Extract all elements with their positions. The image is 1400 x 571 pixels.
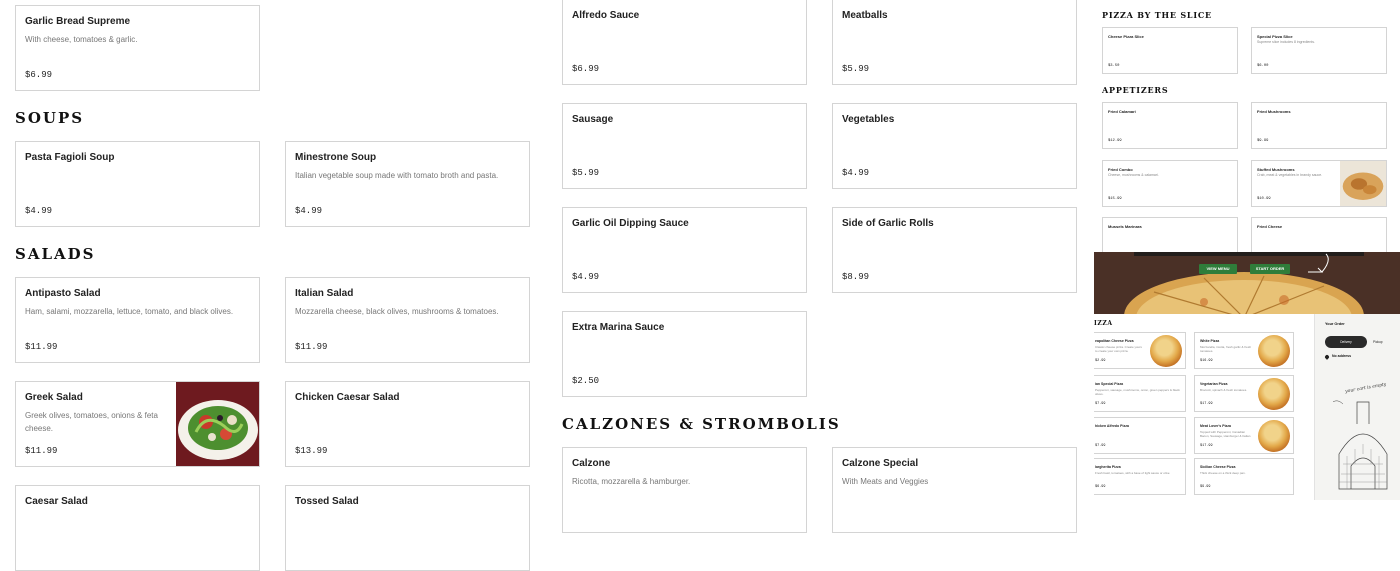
- mini-pizza-card[interactable]: [1194, 375, 1294, 412]
- item-name: Vegetables: [842, 114, 895, 125]
- item-description: Supreme slice includes 8 ingredients.: [1257, 40, 1315, 44]
- item-name: Calzone: [572, 458, 611, 469]
- item-price: $13.99: [295, 446, 328, 456]
- order-panel: [1314, 314, 1400, 500]
- item-description: Pepperoni, sausage, mushrooms, onion, green peppers & black olives.: [1095, 388, 1180, 396]
- item-name: ian Special Pizza: [1095, 382, 1124, 386]
- item-name: Side of Garlic Rolls: [842, 218, 934, 229]
- item-price: $8.99: [842, 272, 870, 282]
- item-price: $5.99: [842, 64, 870, 74]
- mini-pizza-card[interactable]: [1094, 417, 1186, 454]
- item-price: $3.50: [1108, 64, 1120, 68]
- item-description: Thick cheese on a thick deep pan.: [1200, 471, 1246, 475]
- item-description: With Meats and Veggies: [842, 477, 929, 486]
- item-price: $15.99: [1108, 197, 1122, 201]
- pizza-oven-illustration: [1333, 394, 1393, 494]
- pickup-toggle[interactable]: Pickup: [1373, 340, 1383, 344]
- item-description: Ricotta, mozzarella & hamburger.: [572, 477, 691, 486]
- item-description: Broccoli, spinach & fresh tomatoes.: [1200, 388, 1248, 392]
- menu-item-card[interactable]: [562, 207, 807, 293]
- menu-item-card[interactable]: [832, 0, 1077, 85]
- item-price: $7.99: [1095, 444, 1106, 448]
- item-price: $2.99: [1095, 359, 1106, 363]
- item-description: Crab, meat & vegetables in brandy sauce.: [1257, 173, 1323, 177]
- pizza-photo: [1258, 420, 1290, 452]
- mini-pizza-card[interactable]: [1194, 417, 1294, 454]
- item-description: Greek olives, tomatoes, onions & feta cheese.: [25, 411, 158, 433]
- mini-item-card[interactable]: [1102, 217, 1238, 252]
- item-description: Topped with Pepperoni, Canadian Bacon, Sausage, Hamburger & Italian: [1200, 430, 1251, 438]
- item-price: $4.99: [842, 168, 870, 178]
- mini-item-card[interactable]: [1102, 102, 1238, 149]
- item-name: Meatballs: [842, 10, 888, 21]
- hero-pizza-image: [1094, 252, 1400, 314]
- mini-item-card[interactable]: [1251, 160, 1387, 207]
- item-price: $4.99: [25, 206, 53, 216]
- item-name: Vegetarian Pizza: [1200, 382, 1228, 386]
- mini-pizza-card[interactable]: [1094, 375, 1186, 412]
- delivery-toggle[interactable]: Delivery: [1325, 336, 1367, 348]
- item-description: Mozzarella, ricotta, fresh garlic & fresh tomatoes.: [1200, 345, 1252, 353]
- greek-salad-photo: [176, 382, 259, 467]
- menu-preview-top: [1094, 0, 1400, 252]
- menu-item-card[interactable]: [15, 277, 260, 363]
- item-name: Cheese Pizza Slice: [1108, 34, 1144, 39]
- item-name: Fried Cheese: [1257, 224, 1283, 229]
- mini-item-card[interactable]: [1102, 27, 1238, 74]
- mini-item-card[interactable]: [1251, 27, 1387, 74]
- item-name: Special Pizza Slice: [1257, 34, 1293, 39]
- item-price: $10.99: [1257, 197, 1271, 201]
- item-name: Caesar Salad: [25, 496, 88, 507]
- item-name: Garlic Bread Supreme: [25, 16, 131, 27]
- item-name: Meat Lover's Pizza: [1200, 424, 1231, 428]
- menu-item-card[interactable]: [562, 103, 807, 189]
- item-price: $17.99: [1200, 444, 1213, 448]
- item-name: Chicken Caesar Salad: [295, 392, 400, 403]
- item-name: hicken Alfredo Pizza: [1095, 424, 1129, 428]
- hero-banner: [1094, 252, 1400, 314]
- mini-item-card[interactable]: [1251, 217, 1387, 252]
- menu-item-card[interactable]: [562, 447, 807, 533]
- item-name: Garlic Oil Dipping Sauce: [572, 218, 689, 229]
- menu-preview-bottom: [1094, 252, 1400, 500]
- item-price: $2.50: [572, 376, 600, 386]
- mini-pizza-card[interactable]: [1094, 332, 1186, 369]
- item-price: $11.99: [25, 446, 58, 456]
- item-name: Greek Salad: [25, 392, 83, 403]
- section-heading-appetizers: APPETIZERS: [1102, 85, 1169, 95]
- item-name: Tossed Salad: [295, 496, 359, 507]
- item-price: $6.99: [1095, 485, 1106, 489]
- item-name: Fried Calamari: [1108, 109, 1136, 114]
- menu-item-card[interactable]: [832, 103, 1077, 189]
- menu-item-card[interactable]: [285, 277, 530, 363]
- item-description: Cheese, mushrooms & calamari.: [1108, 173, 1159, 177]
- item-price: $9.99: [1257, 139, 1269, 143]
- item-description: Italian vegetable soup made with tomato broth and pasta.: [295, 171, 499, 180]
- item-name: Sicilian Cheese Pizza: [1200, 465, 1236, 469]
- section-heading-calzones: CALZONES & STROMBOLIS: [562, 415, 841, 433]
- menu-item-card[interactable]: [285, 485, 530, 571]
- section-heading-salads: SALADS: [15, 245, 96, 263]
- item-price: $9.99: [1200, 485, 1211, 489]
- item-price: $5.99: [572, 168, 600, 178]
- item-description: Fresh basil, tomatoes, with a base of light sauce or olive: [1095, 471, 1170, 475]
- menu-item-card[interactable]: [15, 381, 260, 467]
- stuffed-mushrooms-photo: [1340, 161, 1386, 207]
- menu-item-card[interactable]: [562, 0, 807, 85]
- item-name: Italian Salad: [295, 288, 354, 299]
- item-name: Fried Combo: [1108, 167, 1133, 172]
- menu-item-card[interactable]: [562, 311, 807, 397]
- menu-item-card[interactable]: [15, 141, 260, 227]
- menu-item-card[interactable]: [832, 447, 1077, 533]
- item-description: Mozzarella cheese, black olives, mushrooms & tomatoes.: [295, 307, 499, 316]
- item-description: Classic cheese pizza. Create yours to create your own pizza.: [1095, 345, 1142, 353]
- item-name: Stuffed Mushrooms: [1257, 167, 1295, 172]
- item-price: $6.99: [572, 64, 600, 74]
- item-price: $12.99: [1108, 139, 1122, 143]
- mini-item-card[interactable]: [1102, 160, 1238, 207]
- menu-item-card[interactable]: [15, 5, 260, 91]
- item-description: Ham, salami, mozzarella, lettuce, tomato, and black olives.: [25, 307, 234, 316]
- item-name: Minestrone Soup: [295, 152, 377, 163]
- mini-pizza-card[interactable]: [1194, 332, 1294, 369]
- item-name: Sausage: [572, 114, 614, 125]
- item-description: With cheese, tomatoes & garlic.: [25, 35, 138, 44]
- view-menu-button[interactable]: VIEW MENU: [1199, 264, 1237, 274]
- item-name: Fried Mushrooms: [1257, 109, 1291, 114]
- start-order-button[interactable]: START ORDER: [1250, 264, 1290, 274]
- item-name: Extra Marina Sauce: [572, 322, 665, 333]
- section-heading-slice: PIZZA BY THE SLICE: [1102, 10, 1212, 20]
- item-name: Antipasto Salad: [25, 288, 101, 299]
- mini-pizza-card[interactable]: [1194, 458, 1294, 495]
- item-name: Alfredo Sauce: [572, 10, 640, 21]
- section-heading-soups: SOUPS: [15, 109, 85, 127]
- item-price: $4.99: [572, 272, 600, 282]
- item-price: $6.00: [1257, 64, 1269, 68]
- menu-item-card[interactable]: [832, 207, 1077, 293]
- item-name: Pasta Fagioli Soup: [25, 152, 115, 163]
- item-price: $4.99: [295, 206, 323, 216]
- item-price: $16.99: [1200, 359, 1213, 363]
- empty-cart-message: your cart is empty: [1344, 382, 1387, 395]
- pizza-photo: [1258, 378, 1290, 410]
- item-name: largherita Pizza: [1095, 465, 1121, 469]
- order-title: Your Order: [1325, 322, 1345, 326]
- menu-item-card[interactable]: [285, 381, 530, 467]
- mini-pizza-card[interactable]: [1094, 458, 1186, 495]
- item-price: $7.99: [1095, 402, 1106, 406]
- location-pin-icon: [1324, 354, 1330, 360]
- menu-item-card[interactable]: [15, 485, 260, 571]
- item-price: $11.99: [25, 342, 58, 352]
- item-name: White Pizza: [1200, 339, 1220, 343]
- item-price: $6.99: [25, 70, 53, 80]
- pizza-photo: [1150, 335, 1182, 367]
- item-price: $17.99: [1200, 402, 1213, 406]
- item-name: Mussels Marinara: [1108, 224, 1142, 229]
- menu-item-card[interactable]: [285, 141, 530, 227]
- item-price: $11.99: [295, 342, 328, 352]
- item-name: eapolitan Cheese Pizza: [1095, 339, 1134, 343]
- pizza-photo: [1258, 335, 1290, 367]
- item-name: Calzone Special: [842, 458, 919, 469]
- address-label[interactable]: No address: [1332, 354, 1352, 358]
- pizza-section-label: IZZA: [1094, 320, 1113, 327]
- mini-item-card[interactable]: [1251, 102, 1387, 149]
